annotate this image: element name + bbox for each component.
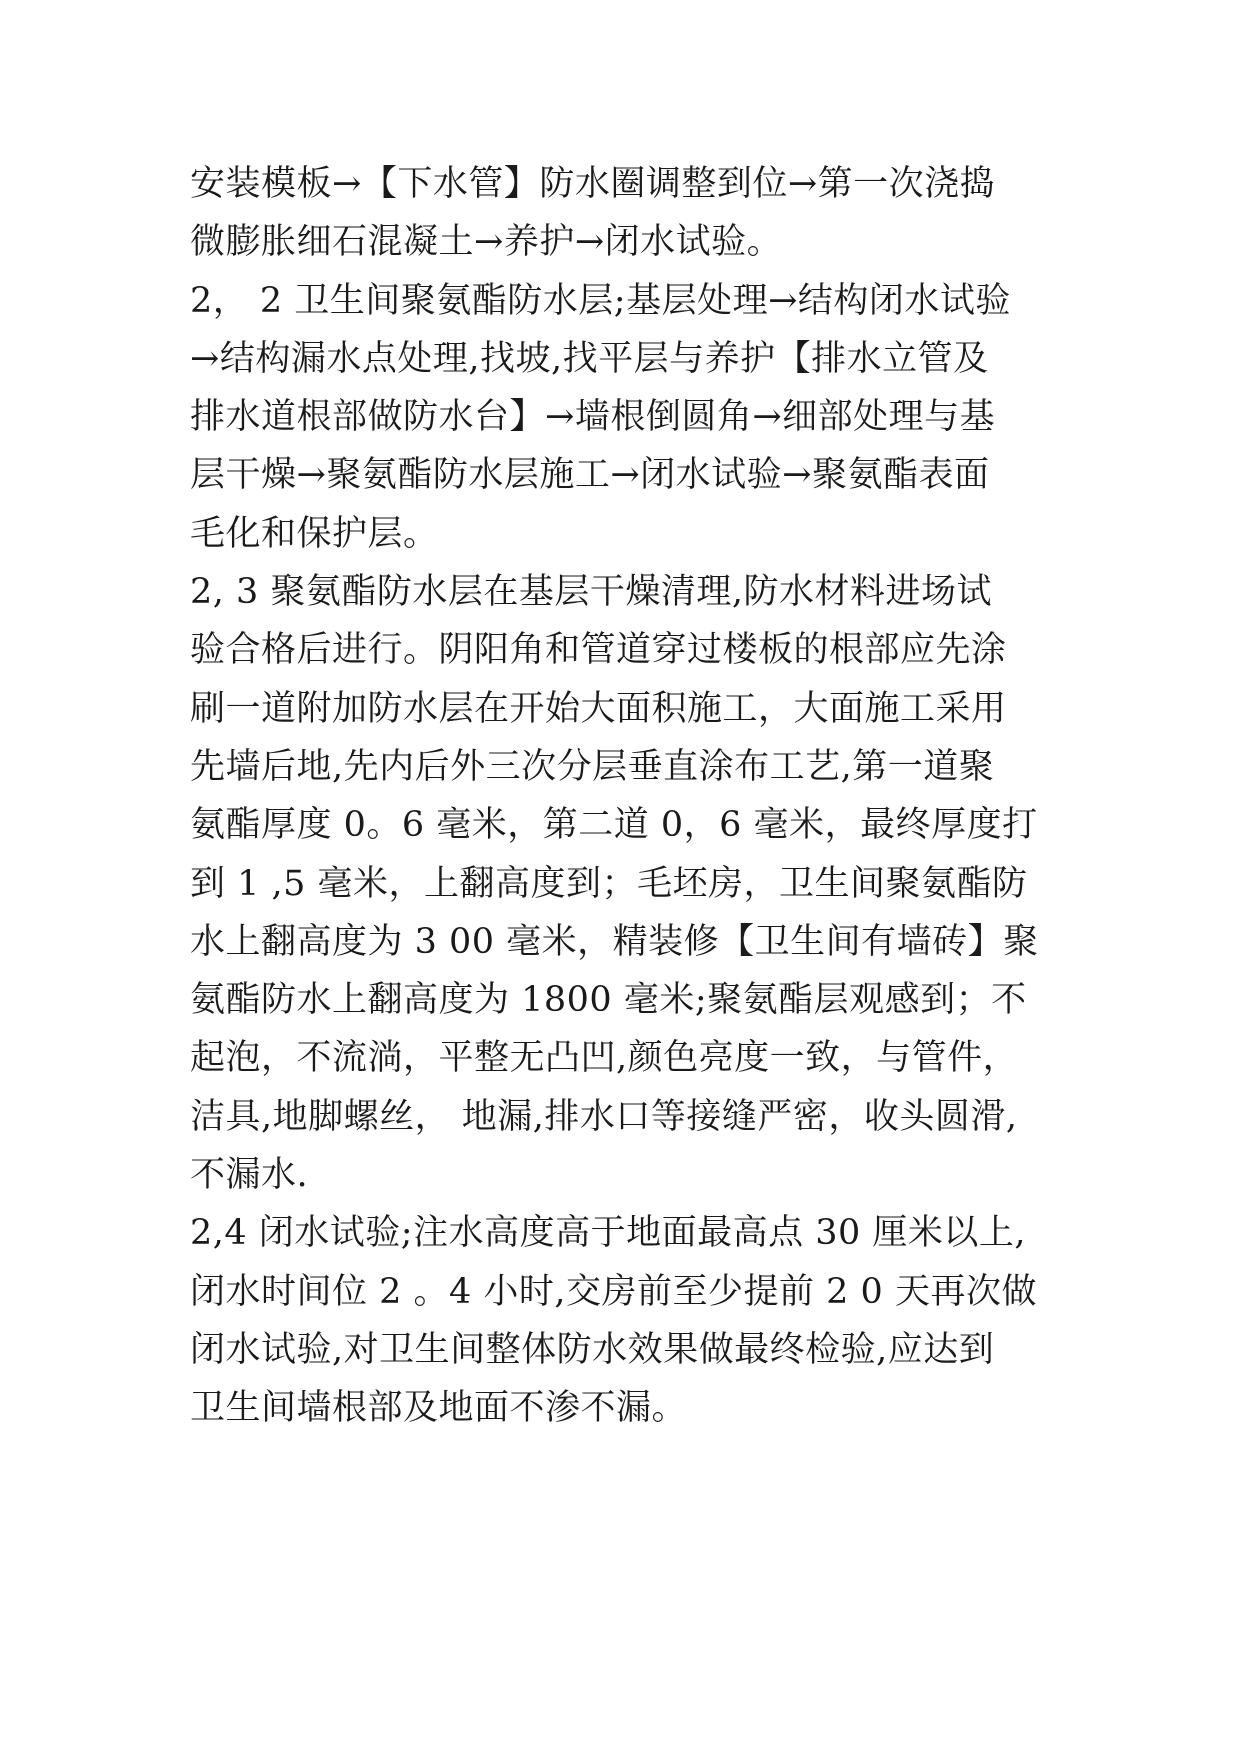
text-line: 刷一道附加防水层在开始大面积施工，大面施工采用	[190, 688, 1007, 729]
text-line: →结构漏水点处理,找坡,找平层与养护【排水立管及	[190, 338, 989, 379]
text-line: 氨酯防水上翻高度为 1800 毫米;聚氨酯层观感到；不	[190, 980, 1027, 1021]
text-line: 2, 3 聚氨酯防水层在基层干燥清理,防水材料进场试	[190, 572, 993, 613]
text-line: 闭水时间位 2 。4 小时,交房前至少提前 2 0 天再次做	[190, 1271, 1037, 1312]
text-line: 层干燥→聚氨酯防水层施工→闭水试验→聚氨酯表面	[190, 455, 990, 496]
text-line: 起泡，不流淌，平整无凸凹,颜色亮度一致，与管件，	[190, 1038, 1019, 1079]
text-line: 洁具,地脚螺丝， 地漏,排水口等接缝严密，收头圆滑,	[190, 1096, 1018, 1137]
text-line: 卫生间墙根部及地面不渗不漏。	[190, 1388, 688, 1429]
text-line: 闭水试验,对卫生间整体防水效果做最终检验,应达到	[190, 1329, 995, 1370]
text-line: 到 1 ,5 毫米，上翻高度到；毛坯房，卫生间聚氨酯防	[190, 863, 1028, 904]
text-line: 安装模板→【下水管】防水圈调整到位→第一次浇捣	[190, 164, 996, 204]
text-line: 先墙后地,先内后外三次分层垂直涂布工艺,第一道聚	[190, 746, 995, 787]
text-line: 验合格后进行。阴阳角和管道穿过楼板的根部应先涂	[190, 630, 1007, 671]
text-line: 水上翻高度为 3 00 毫米，精装修【卫生间有墙砖】聚	[190, 921, 1039, 962]
text-body	[190, 155, 1060, 1438]
text-line: 排水道根部做防水台】→墙根倒圆角→细部处理与基	[190, 397, 996, 438]
text-line: 微膨胀细石混凝土→养护→闭水试验。	[190, 222, 783, 263]
text-line: 毛化和保护层。	[190, 513, 439, 554]
text-line: 不漏水.	[190, 1155, 309, 1196]
text-line: 2， 2 卫生间聚氨酯防水层;基层处理→结构闭水试验	[190, 280, 1011, 321]
text-line: 氨酯厚度 0。6 毫米，第二道 0，6 毫米，最终厚度打	[190, 805, 1038, 846]
text-line: 2,4 闭水试验;注水高度高于地面最高点 30 厘米以上,	[190, 1213, 1026, 1254]
